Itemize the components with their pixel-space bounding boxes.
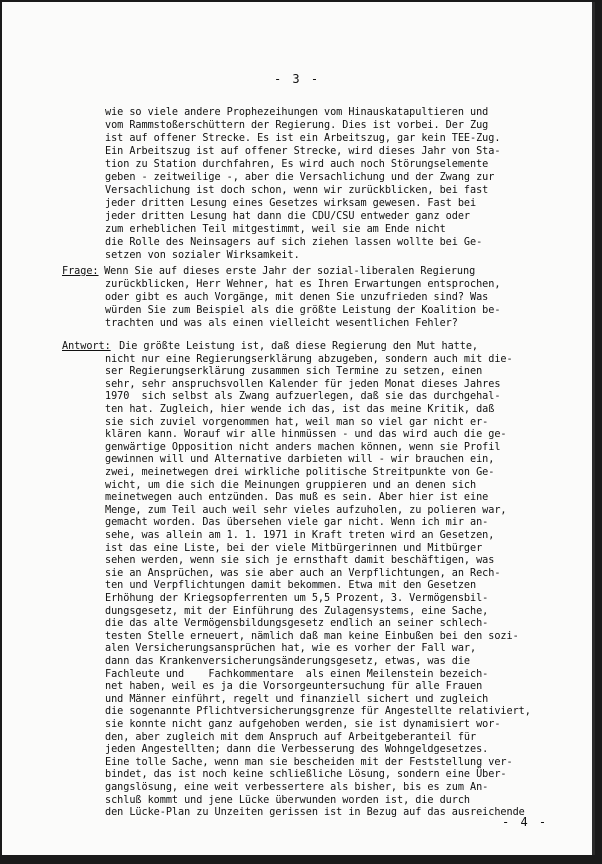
answer-line: sehr, sehr anspruchsvollen Kalender für jeden Monat dieses Jahres — [105, 378, 501, 390]
question-line: oder gibt es auch Vorgänge, mit denen Sie unzufrieden sind? Was — [105, 292, 489, 303]
answer-line: ten und Verpflichtungen damit bekommen. Etwa mit den Gesetzen — [105, 580, 477, 592]
answer-line: gewinnen will und Alternative darbieten will - wir brauchen ein, — [105, 454, 495, 466]
answer-line: net haben, weil es ja die Vorsorgeuntersuchung für alle Frauen — [105, 681, 483, 693]
answer-line: ten hat. Zugleich, hier wende ich das, ist das meine Kritik, daß — [105, 404, 495, 415]
document-page — [2, 2, 595, 855]
answer-line: meinetwegen auch entzünden. Das muß es sein. Aber hier ist eine — [105, 492, 489, 504]
answer-line: bindet, das ist noch keine schließliche Lösung, sondern eine Über- — [105, 769, 507, 781]
answer-line: dann das Krankenversicherungsänderungsgesetz, etwas, was die — [105, 656, 471, 667]
answer-line: gemacht worden. Das übersehen viele gar nicht. Wenn ich mir an- — [105, 517, 489, 529]
answer-line: zwei, meinetwegen drei wirkliche politische Streitpunkte von Ge- — [105, 467, 495, 478]
question-line: trachten und was als einen vielleicht wesentlichen Fehler? — [105, 318, 458, 329]
answer-line: sie an Ansprüchen, was sie aber auch an Verpflichtungen, an Rech- — [105, 567, 501, 579]
paragraph-line: geben - zeitweilige -, aber die Versachlichung und der Zwang zur — [105, 172, 495, 183]
question-line: Wenn Sie auf dieses erste Jahr der sozial-liberalen Regierung — [98, 266, 476, 277]
answer-line: ser Regierungserklärung zusammen sich Termine zu setzen, einen — [105, 366, 483, 378]
answer-line: schluß kommt und jene Lücke überwunden worden ist, die durch — [105, 794, 471, 806]
paragraph-line: Ein Arbeitszug ist auf offener Strecke, wird dieses Jahr von Sta- — [105, 146, 501, 157]
answer-line: sie sich zuviel vorgenommen hat, weil man so viel gar nicht er- — [105, 416, 489, 428]
question-line: zurückblicken, Herr Wehner, hat es Ihren Erwartungen entsprochen, — [105, 279, 501, 290]
answer-line: 1970 sich selbst als Zwang aufzuerlegen, daß sie das durchgehal- — [105, 391, 501, 403]
paragraph-line: jeder dritten Lesung hat dann die CDU/CSU entweder ganz oder — [105, 211, 471, 222]
answer-line: klären kann. Worauf wir alle hinmüssen - und das wird auch die ge- — [105, 429, 507, 441]
paragraph-line: vom Rammstoßerschüttern der Regierung. Dies ist vorbei. Der Zug — [105, 120, 489, 131]
answer-line: Fachleute und Fachkommentare als einen Meilenstein bezeich- — [105, 668, 489, 680]
answer-line: Menge, zum Teil auch weil sehr vieles aufzuholen, zu polieren war, — [105, 504, 507, 516]
answer-line: sehen werden, wenn sie sich je ernsthaft damit beschäftigen, was — [105, 555, 495, 567]
paragraph-line: zum erheblichen Teil mitgestimmt, weil sie am Ende nicht — [105, 224, 446, 235]
paragraph-line: ist auf offener Strecke. Es ist ein Arbeitszug, gar kein TEE-Zug. — [105, 133, 501, 144]
answer-line: testen Stelle erneuert, nämlich daß man keine Einbußen bei den sozi- — [105, 630, 519, 642]
answer-line: alen Versicherungsansprüchen hat, wie es vorher der Fall war, — [105, 643, 477, 655]
answer-line: den Lücke-Plan zu Unzeiten gerissen ist in Bezug auf das ausreichende — [105, 807, 525, 819]
answer-line: sie konnte nicht ganz aufgehoben werden, sie ist dynamisiert wor- — [105, 719, 501, 730]
answer-label: Antwort: — [62, 341, 111, 352]
answer-line: jeden Angestellten; dann die Verbesserung des Wohngeldgesetzes. — [105, 744, 489, 756]
question-line: würden Sie zum Beispiel als die größte Leistung der Koalition be- — [105, 305, 501, 316]
answer-line: ist das eine Liste, bei der viele Mitbürgerinnen und Mitbürger — [105, 542, 483, 554]
answer-line: gangslösung, eine weit verbessertere als bisher, bis es zum An- — [105, 782, 489, 793]
answer-line: nicht nur eine Regierungserklärung abzugeben, sondern auch mit die- — [105, 353, 513, 365]
answer-line: dungsgesetz, mit der Einführung des Zulagensystems, eine Sache, — [105, 605, 489, 617]
answer-line: wicht, um die sich die Meinungen gruppieren und an denen sich — [105, 479, 477, 491]
question-label: Frage: — [62, 266, 99, 277]
answer-line: die das alte Vermögensbildungsgesetz endlich an seiner schlech- — [105, 618, 489, 630]
answer-line: die sogenannte Pflichtversicherungsgrenze für Angestellte relativiert, — [105, 706, 531, 718]
continuation-marker: - 4 - — [502, 815, 549, 829]
answer-line: den, aber zugleich mit dem Anspruch auf Arbeitgeberanteil für — [105, 731, 477, 743]
paragraph-line: tion zu Station durchfahren, Es wird auch noch Störungselemente — [105, 159, 489, 170]
answer-line: Erhöhung der Kriegsopferrenten um 5,5 Prozent, 3. Vermögensbil- — [105, 593, 489, 604]
page-number: - 3 - — [273, 72, 321, 86]
paragraph-line: setzen von sozialer Wirksamkeit. — [105, 250, 300, 261]
answer-line: genwärtige Opposition nicht anders machen können, wenn sie Profil — [105, 441, 501, 453]
answer-line: Die größte Leistung ist, daß diese Regierung den Mut hatte, — [113, 341, 479, 352]
paragraph-line: wie so viele andere Prophezeihungen vom Hinauskatapultieren und — [105, 107, 489, 118]
paragraph-line: die Rolle des Neinsagers auf sich ziehen lassen wollte bei Ge- — [105, 237, 483, 248]
paragraph-line: jeder dritten Lesung eines Gesetzes wirksam gewesen. Fast bei — [105, 198, 477, 209]
paragraph-line: Versachlichung ist doch schon, wenn wir zurückblicken, bei fast — [105, 185, 489, 196]
answer-line: Eine tolle Sache, wenn man sie bescheiden mit der Feststellung ver- — [105, 756, 513, 768]
answer-line: sehe, was allein am 1. 1. 1971 in Kraft treten wird an Gesetzen, — [105, 530, 495, 541]
answer-line: und Männer einführt, regelt und finanziell sichert und zugleich — [105, 693, 489, 705]
